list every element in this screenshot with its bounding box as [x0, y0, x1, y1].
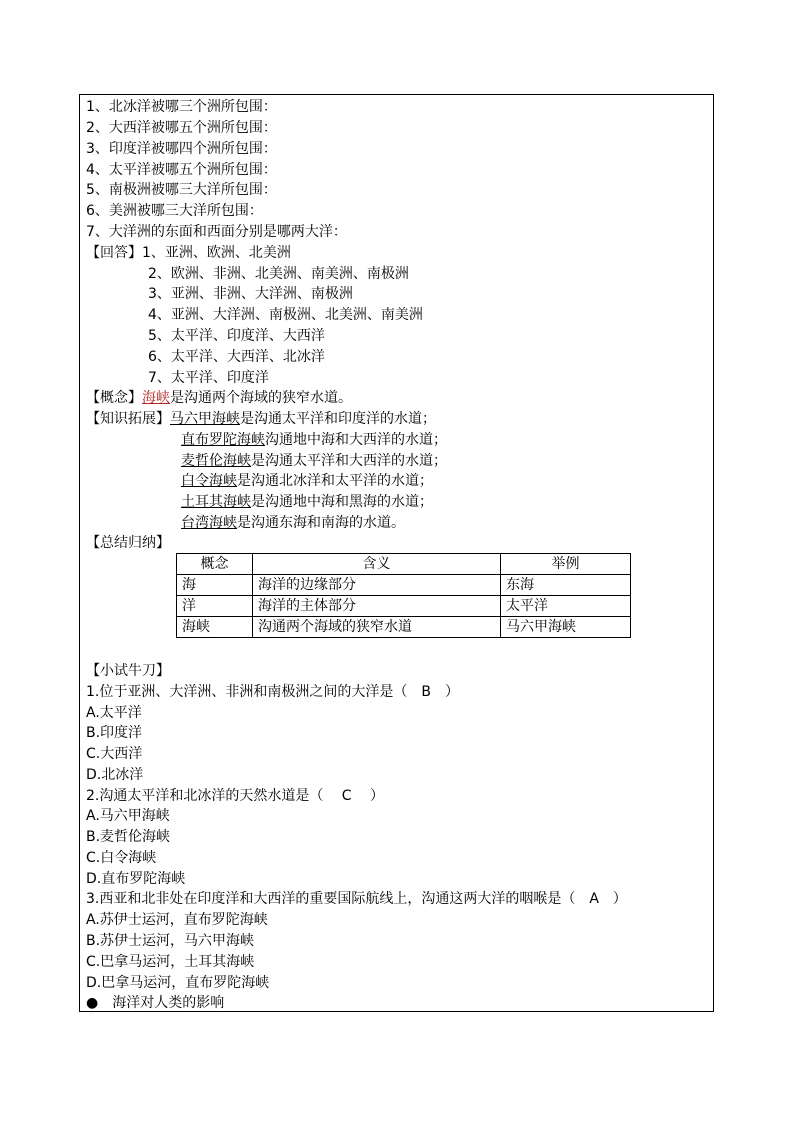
answer-1: 1、亚洲、欧洲、北美洲	[142, 245, 291, 261]
header-cell: 含义	[253, 554, 501, 575]
table-cell: 东海	[501, 575, 631, 596]
strait-text: 是沟通北冰洋和太平洋的水道；	[237, 473, 433, 489]
table-cell: 海洋的主体部分	[253, 596, 501, 617]
table-row	[177, 596, 631, 617]
concept-text: 是沟通两个海域的狭窄水道。	[170, 390, 352, 406]
strait-text: 是沟通东海和南海的水道。	[237, 515, 405, 531]
quiz-q3-option-a: A.苏伊士运河，直布罗陀海峡	[86, 912, 268, 928]
table-row	[177, 575, 631, 596]
answers-first-line	[86, 243, 291, 263]
extension-line-2	[181, 430, 447, 450]
question-3: 3、印度洋被哪四个洲所包围：	[86, 141, 277, 157]
summary-table	[176, 553, 631, 638]
quiz-q1-option-d: D.北冰洋	[86, 767, 144, 783]
concept-line	[86, 388, 352, 408]
table-cell: 马六甲海峡	[501, 617, 631, 638]
answer-5: 5、太平洋、印度洋、大西洋	[148, 328, 325, 344]
quiz-q2-option-b: B.麦哲伦海峡	[86, 829, 171, 845]
table-header-row	[177, 554, 631, 575]
question-1: 1、北冰洋被哪三个洲所包围：	[86, 99, 277, 115]
question-5: 5、南极洲被哪三大洋所包围：	[86, 182, 277, 198]
question-2: 2、大西洋被哪五个洲所包围：	[86, 120, 277, 136]
answer-2: 2、欧洲、非洲、北美洲、南美洲、南极洲	[148, 266, 409, 282]
question-6: 6、美洲被哪三大洋所包围：	[86, 203, 263, 219]
bullet-line	[86, 993, 224, 1013]
table-cell: 太平洋	[501, 596, 631, 617]
quiz-q2-stem: 2.沟通太平洋和北冰洋的天然水道是（ C ）	[86, 788, 385, 804]
concept-term: 海峡	[142, 390, 170, 406]
table-cell: 海峡	[177, 617, 253, 638]
quiz-q3-option-c: C.巴拿马运河，土耳其海峡	[86, 954, 255, 970]
header-cell: 举例	[501, 554, 631, 575]
bullet-text: 海洋对人类的影响	[112, 995, 225, 1011]
quiz-q3-option-d: D.巴拿马运河，直布罗陀海峡	[86, 975, 270, 991]
strait-name: 台湾海峡	[181, 515, 237, 531]
answer-3: 3、亚洲、非洲、大洋洲、南极洲	[148, 286, 353, 302]
quiz-q1-option-b: B.印度洋	[86, 725, 143, 741]
quiz-q2-option-c: C.白令海峡	[86, 850, 157, 866]
header-cell: 概念	[177, 554, 253, 575]
table-cell: 沟通两个海域的狭窄水道	[253, 617, 501, 638]
strait-name: 白令海峡	[181, 473, 237, 489]
quiz-q1-option-a: A.太平洋	[86, 705, 142, 721]
extension-line-1	[86, 409, 436, 429]
extension-line-4	[181, 471, 433, 491]
quiz-q1-stem: 1.位于亚洲、大洋洲、非洲和南极洲之间的大洋是（ B ）	[86, 684, 459, 700]
table-cell: 洋	[177, 596, 253, 617]
table-cell: 海	[177, 575, 253, 596]
extension-line-5	[181, 492, 433, 512]
strait-text: 是沟通太平洋和大西洋的水道；	[251, 453, 447, 469]
strait-name: 马六甲海峡	[170, 411, 240, 427]
strait-text: 沟通地中海和大西洋的水道；	[265, 432, 447, 448]
strait-text: 是沟通地中海和黑海的水道；	[251, 494, 433, 510]
quiz-q2-option-d: D.直布罗陀海峡	[86, 871, 186, 887]
strait-name: 土耳其海峡	[181, 494, 251, 510]
question-7: 7、大洋洲的东面和西面分别是哪两大洋：	[86, 224, 347, 240]
summary-label: 【总结归纳】	[86, 535, 170, 551]
strait-name: 直布罗陀海峡	[181, 432, 265, 448]
strait-text: 是沟通太平洋和印度洋的水道；	[240, 411, 436, 427]
strait-name: 麦哲伦海峡	[181, 453, 251, 469]
quiz-q3-option-b: B.苏伊士运河，马六甲海峡	[86, 933, 255, 949]
answer-6: 6、太平洋、大西洋、北冰洋	[148, 349, 325, 365]
answer-4: 4、亚洲、大洋洲、南极洲、北美洲、南美洲	[148, 307, 423, 323]
quiz-q1-option-c: C.大西洋	[86, 746, 143, 762]
quiz-q2-option-a: A.马六甲海峡	[86, 808, 170, 824]
answers-label: 【回答】	[86, 245, 142, 261]
concept-label: 【概念】	[86, 390, 142, 406]
answer-7: 7、太平洋、印度洋	[148, 370, 269, 386]
extension-line-3	[181, 451, 447, 471]
question-4: 4、太平洋被哪五个洲所包围：	[86, 162, 277, 178]
table-row	[177, 617, 631, 638]
quiz-label: 【小试牛刀】	[86, 663, 170, 679]
extension-label: 【知识拓展】	[86, 411, 170, 427]
bullet-icon: ●	[86, 995, 99, 1011]
table-cell: 海洋的边缘部分	[253, 575, 501, 596]
quiz-q3-stem: 3.西亚和北非处在印度洋和大西洋的重要国际航线上，沟通这两大洋的咽喉是（ A ）	[86, 891, 627, 907]
extension-line-6	[181, 513, 405, 533]
